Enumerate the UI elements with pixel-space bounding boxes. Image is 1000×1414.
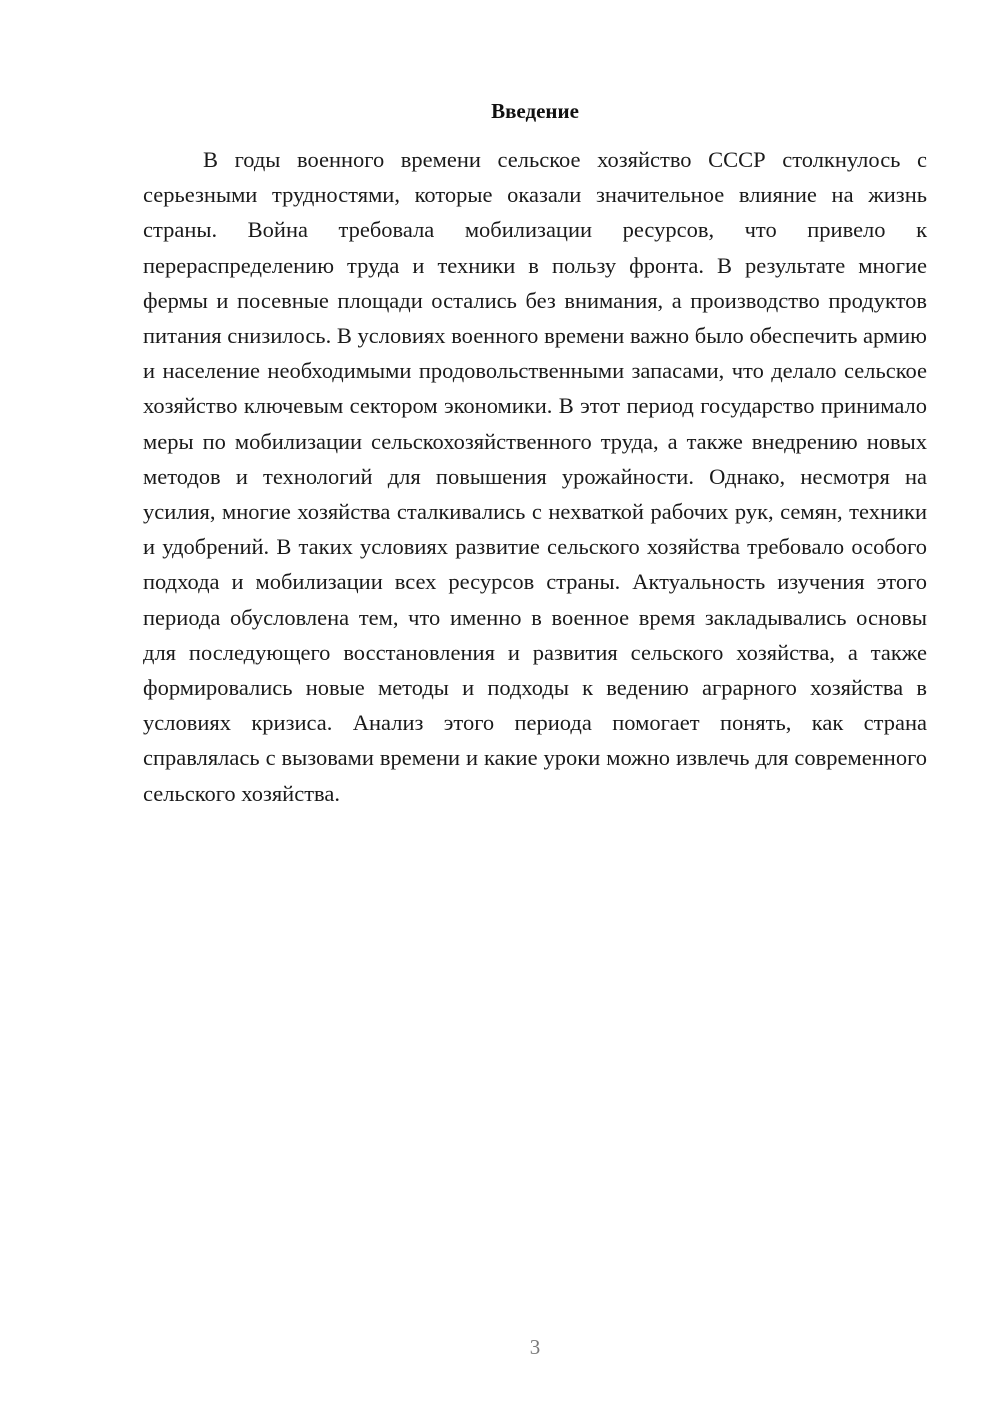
body-paragraph: В годы военного времени сельское хозяйство СССР столкнулось с серьезными трудностями, которые оказали значительное влияние на жизнь страны. Война требовала мобилизации ресурсов, что привело к перераспределению труда и техники в пользу фронта. В результате многие фермы и посевные площади остались без внимания, а производство продуктов питания снизилось. В условиях военного времени важно было обеспечить армию и население необходимыми продовольственными запасами, что делало сельское хозяйство ключевым сектором экономики. В этот период государство принимало меры по мобилизации сельскохозяйственного труда, а также внедрению новых методов и технологий для повышения урожайности. Однако, несмотря на усилия, многие хозяйства сталкивались с нехваткой рабочих рук, семян, техники и удобрений. В таких условиях развитие сельского хозяйства требовало особого подхода и мобилизации всех ресурсов страны. Актуальность изучения этого периода обусловлена тем, что именно в военное время закладывались основы для последующего восстановления и развития сельского хозяйства, а также формировались новые методы и подходы к ведению аграрного хозяйства в условиях кризиса. Анализ этого периода помогает понять, как страна справлялась с вызовами времени и какие уроки можно извлечь для современного сельского хозяйства. [143,147,927,806]
page-number: 3 [529,1335,541,1359]
section-title: Введение [491,99,579,123]
